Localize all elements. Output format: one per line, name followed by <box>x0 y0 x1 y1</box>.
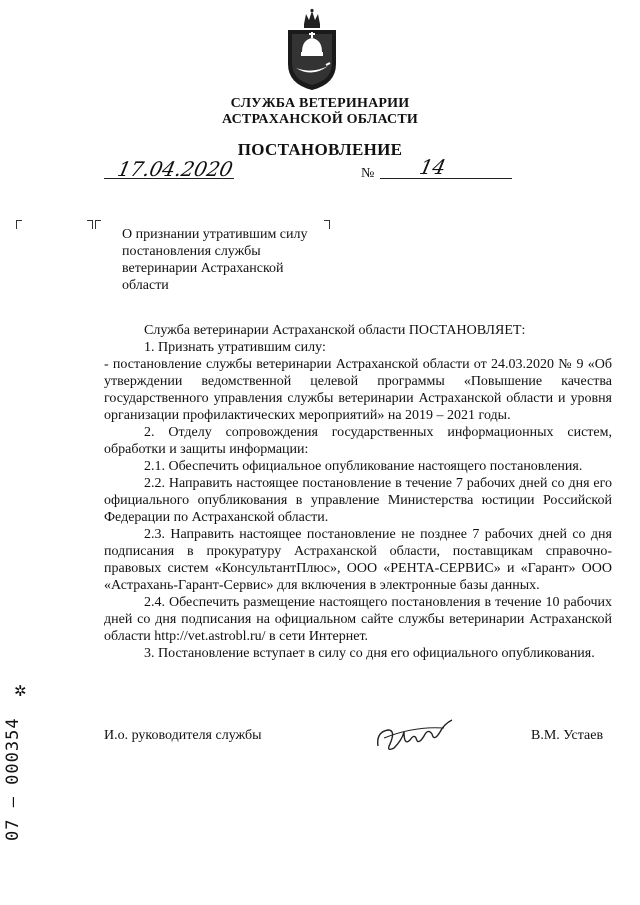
corner-mark-top-right <box>87 220 93 229</box>
corner-mark-top-left <box>16 220 22 229</box>
body-paragraph: - постановление службы ветеринарии Астраханской области от 24.03.2020 № 9 «Об утверждении ведомственной целевой программы «Повышение качества государственного управления службы ветеринарии Астраханской области и уровня организации профилактических мероприятий» на 2019 – 2021 годы. <box>104 357 612 423</box>
org-name-line2: АСТРАХАНСКОЙ ОБЛАСТИ <box>221 112 418 127</box>
side-star-mark: ✲ <box>14 684 27 700</box>
body-paragraph: 2. Отделу сопровождения государственных информационных систем, обработки и защиты информации: <box>104 425 612 457</box>
body-paragraph: 2.3. Направить настоящее постановление не позднее 7 рабочих дней со дня подписания в прокуратуру Астраханской области, поставщикам справочно-правовых систем «КонсультантПлюс», ООО «РЕНТА-СЕРВИС» и «Гарант» ООО «Астрахань-Гарант-Сервис» для включения в электронные базы данных. <box>104 527 612 593</box>
body-paragraph: Служба ветеринарии Астраханской области ПОСТАНОВЛЯЕТ: <box>144 323 526 338</box>
corner-mark-subject-left <box>95 220 101 229</box>
corner-mark-subject-right <box>324 220 330 229</box>
body-paragraph: 3. Постановление вступает в силу со дня его официального опубликования. <box>144 646 595 661</box>
handwritten-signature-icon <box>374 712 454 758</box>
decree-subject: О признании утратившим силу постановления службы ветеринарии Астраханской области <box>122 227 308 293</box>
number-sign: № <box>361 166 375 181</box>
registration-number: 07 – 000354 <box>3 717 23 841</box>
org-name-line1: СЛУЖБА ВЕТЕРИНАРИИ <box>230 96 410 111</box>
decree-body <box>104 322 612 662</box>
signatory-name: В.М. Устаев <box>531 728 604 743</box>
number-underline <box>380 178 512 179</box>
decree-title: ПОСТАНОВЛЕНИЕ <box>237 140 403 159</box>
signatory-role: И.о. руководителя службы <box>104 728 262 743</box>
body-paragraph: 2.4. Обеспечить размещение настоящего постановления в течение 10 рабочих дней со дня подписания на официальном сайте службы ветеринарии Астраханской области http://vet.astrobl.ru/ в сети Интернет. <box>104 595 612 644</box>
decree-date: 17.04.2020 <box>115 157 236 181</box>
coat-of-arms-icon <box>282 8 342 92</box>
body-paragraph: 2.1. Обеспечить официальное опубликование настоящего постановления. <box>144 459 583 474</box>
decree-number: 14 <box>417 155 449 179</box>
body-paragraph: 1. Признать утратившим силу: <box>144 340 326 355</box>
body-paragraph: 2.2. Направить настоящее постановление в течение 7 рабочих дней со дня его официального опубликования в управление Министерства юстиции Российской Федерации по Астраханской области. <box>104 476 612 525</box>
